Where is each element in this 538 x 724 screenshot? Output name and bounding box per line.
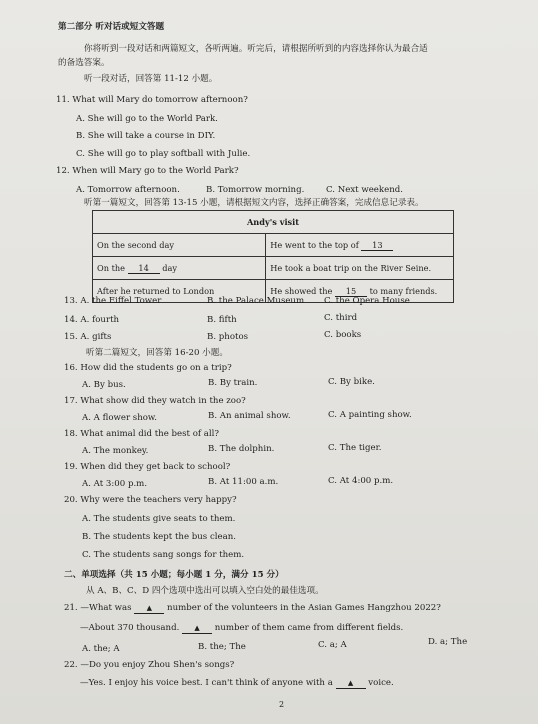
q11-stem: 11. What will Mary do tomorrow afternoon?: [56, 95, 248, 105]
q21-line2: [80, 623, 403, 634]
q18-option-c: C. The tiger.: [328, 443, 382, 453]
q19-stem: 19. When did they get back to school?: [64, 462, 231, 472]
q12-option-a: A. Tomorrow afternoon.: [76, 185, 180, 195]
q11-option-c: C. She will go to play softball with Julie.: [76, 149, 251, 159]
q15-option-a: 15. A. gifts: [64, 332, 112, 342]
q13-option-c: C. the Opera House: [324, 296, 410, 306]
part2-title: 二、单项选择（共 15 小题；每小题 1 分，满分 15 分）: [64, 570, 284, 580]
q15-option-c: C. books: [324, 330, 362, 340]
q18-option-a: A. The monkey.: [82, 446, 149, 456]
q18-stem: 18. What animal did the best of all?: [64, 429, 220, 439]
table-cell-text: day: [162, 262, 177, 273]
q20-option-a: A. The students give seats to them.: [82, 514, 236, 524]
q14-option-a: 14. A. fourth: [64, 315, 120, 325]
q17-stem: 17. What show did they watch in the zoo?: [64, 396, 246, 406]
table-cell: [93, 257, 266, 280]
answer-blank-15: 15: [335, 286, 367, 297]
q21-option-b: B. the; The: [198, 642, 246, 652]
table-cell-text: He went to the top of: [270, 239, 359, 250]
q20-option-c: C. The students sang songs for them.: [82, 550, 245, 560]
q19-option-a: A. At 3:00 p.m.: [82, 479, 148, 489]
q17-option-c: C. A painting show.: [328, 410, 412, 420]
part2-intro: 从 A、B、C、D 四个选项中选出可以填入空白处的最佳选项。: [86, 586, 324, 596]
q21-line2-b: number of them came from different fields.: [214, 623, 404, 633]
table-cell-text: to many friends.: [369, 285, 438, 296]
q21-option-c: C. a; A: [318, 640, 347, 650]
q21-stem-a: 21. —What was: [64, 603, 132, 613]
q17-option-b: B. An animal show.: [208, 411, 291, 421]
q22-line2: [80, 678, 394, 689]
q15-option-b: B. photos: [207, 332, 249, 342]
section-intro-cont: 的备选答案。: [58, 58, 110, 68]
answer-blank-13: 13: [361, 240, 393, 251]
q14-option-c: C. third: [324, 313, 358, 323]
q20-option-b: B. The students kept the bus clean.: [82, 532, 236, 542]
q21-stem: [64, 603, 441, 614]
q19-option-b: B. At 11:00 a.m.: [208, 477, 279, 487]
q19-option-c: C. At 4:00 p.m.: [328, 476, 394, 486]
q16-option-a: A. By bus.: [82, 380, 126, 390]
section-intro: 你将听到一段对话和两篇短文，各听两遍。听完后，请根据所听到的内容选择你认为最合适: [84, 44, 428, 54]
section-title: 第二部分 听对话或短文答题: [58, 22, 165, 32]
q17-option-a: A. A flower show.: [82, 413, 157, 423]
q11-option-b: B. She will take a course in DIY.: [76, 131, 216, 141]
table-cell: After he returned to London: [93, 280, 266, 303]
answer-blank: ▲: [134, 604, 164, 614]
q21-stem-b: number of the volunteers in the Asian Games Hangzhou 2022?: [167, 603, 441, 613]
page-number: 2: [279, 700, 285, 709]
table-cell: He took a boat trip on the River Seine.: [266, 257, 454, 280]
q16-option-b: B. By train.: [208, 378, 258, 388]
q20-stem: 20. Why were the teachers very happy?: [64, 495, 237, 505]
q22-line2-a: —Yes. I enjoy his voice best. I can't think of anyone with a: [80, 678, 333, 688]
q14-option-b: B. fifth: [207, 315, 237, 325]
passage1-note: 听第一篇短文，回答第 13-15 小题，请根据短文内容，选择正确答案，完成信息记录表。: [84, 198, 424, 208]
table-cell: [266, 234, 454, 257]
q11-option-a: A. She will go to the World Park.: [76, 114, 218, 124]
dialog-note: 听一段对话，回答第 11-12 小题。: [84, 74, 218, 84]
q21-line2-a: —About 370 thousand.: [80, 623, 180, 633]
table-cell-text: On the: [97, 262, 125, 273]
q21-option-d: D. a; The: [428, 637, 468, 647]
answer-blank: ▲: [182, 624, 212, 634]
q22-stem: 22. —Do you enjoy Zhou Shen's songs?: [64, 660, 235, 670]
table-cell-text: He showed the: [270, 285, 333, 296]
q12-option-b: B. Tomorrow morning.: [206, 185, 305, 195]
q13-option-a: 13. A. the Eiffel Tower: [64, 296, 162, 306]
q16-stem: 16. How did the students go on a trip?: [64, 363, 232, 373]
q12-stem: 12. When will Mary go to the World Park?: [56, 166, 239, 176]
passage2-note: 听第二篇短文，回答第 16-20 小题。: [86, 348, 228, 358]
q12-option-c: C. Next weekend.: [326, 185, 403, 195]
q18-option-b: B. The dolphin.: [208, 444, 275, 454]
q22-line2-b: voice.: [368, 678, 394, 688]
table-title: Andy's visit: [93, 211, 454, 234]
andys-visit-table: [92, 210, 454, 303]
answer-blank-14: 14: [128, 263, 160, 274]
q13-option-b: B. the Palace Museum: [207, 296, 305, 306]
q16-option-c: C. By bike.: [328, 377, 375, 387]
answer-blank: ▲: [336, 679, 366, 689]
q21-option-a: A. the; A: [82, 644, 120, 654]
table-cell: On the second day: [93, 234, 266, 257]
